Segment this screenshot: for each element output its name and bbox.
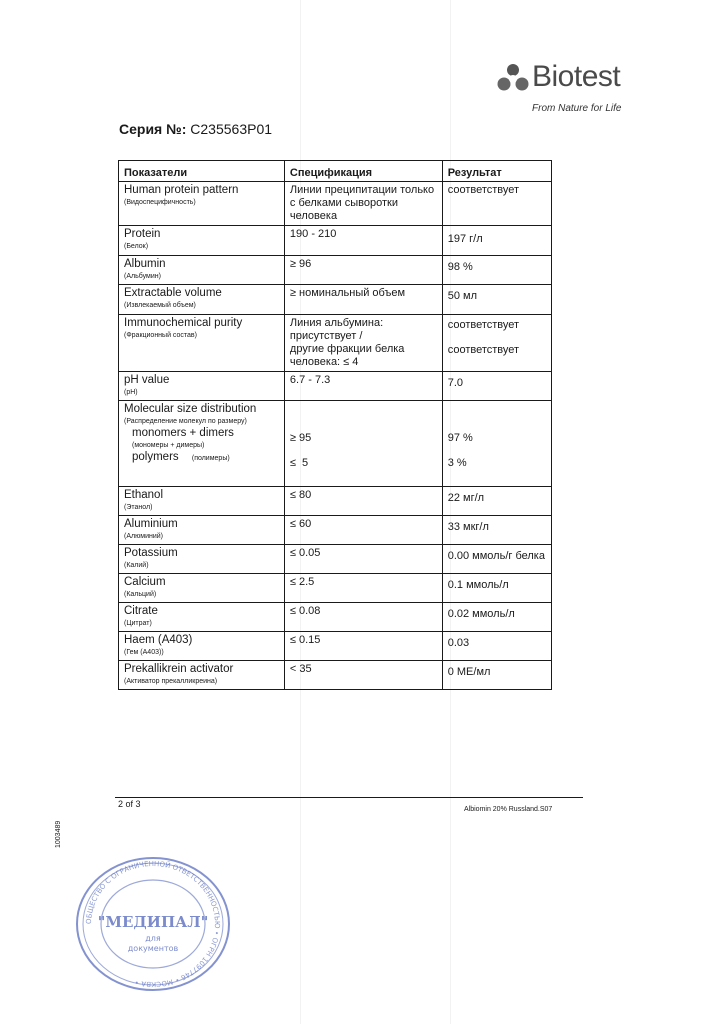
result-value: соответствует [447, 319, 520, 331]
spec-cell [284, 315, 442, 372]
result-value: 0.1 ммоль/л [447, 579, 509, 591]
indicator-ru: (Видоспецифичность) [124, 199, 196, 206]
result-value: 3 % [447, 457, 467, 469]
spec-line: ≥ 95 [289, 432, 312, 444]
table-row [119, 182, 552, 226]
result-value: соответствует [447, 344, 520, 356]
result-value: 0 МЕ/мл [447, 666, 491, 678]
result-cell [442, 372, 551, 401]
result-cell [442, 182, 551, 226]
spec-cell [284, 545, 442, 574]
result-cell [442, 516, 551, 545]
indicator-ru: (Извлекаемый объем) [124, 302, 196, 309]
svg-text:для: для [145, 934, 161, 943]
spec-line: Линии преципитации только [289, 184, 435, 196]
indicator-cell [119, 487, 285, 516]
indicator-en: Citrate [124, 605, 158, 617]
result-value: 50 мл [447, 290, 477, 302]
table-row [119, 574, 552, 603]
table-row [119, 603, 552, 632]
document-reference: Albiomin 20% Russland.S07 [464, 806, 553, 813]
indicator-cell [119, 226, 285, 256]
result-value: 98 % [447, 261, 473, 273]
indicator-ru: (Активатор прекалликреина) [124, 678, 218, 685]
series-label: Серия №: [119, 121, 187, 137]
spec-cell [284, 487, 442, 516]
spec-line: присутствует / [289, 330, 363, 342]
result-cell [442, 632, 551, 661]
indicator-cell [119, 545, 285, 574]
table-row [119, 372, 552, 401]
result-value: соответствует [447, 184, 520, 196]
spec-cell [284, 372, 442, 401]
indicator-cell [119, 182, 285, 226]
indicator-en: Haem (A403) [124, 634, 193, 646]
spec-cell [284, 401, 442, 487]
indicator-en: Potassium [124, 547, 178, 559]
spec-line: ≤ 80 [289, 489, 312, 501]
spec-line: человека [289, 210, 338, 222]
spec-line: Линия альбумина: [289, 317, 384, 329]
header-specification: Спецификация [284, 161, 442, 182]
table-row [119, 545, 552, 574]
spec-line: ≤ 0.15 [289, 634, 321, 646]
spec-line: ≥ 96 [289, 258, 312, 270]
indicator-en: monomers + dimers [132, 427, 234, 439]
spec-line: ≤ 5 [289, 457, 309, 469]
result-cell [442, 226, 551, 256]
spec-cell [284, 226, 442, 256]
spec-cell [284, 603, 442, 632]
spec-line: 190 - 210 [289, 228, 337, 240]
indicator-en: Calcium [124, 576, 166, 588]
result-cell [442, 315, 551, 372]
table-row [119, 516, 552, 545]
result-value: 0.03 [447, 637, 470, 649]
table-row [119, 285, 552, 315]
spec-cell [284, 285, 442, 315]
indicator-en: Immunochemical purity [124, 317, 243, 329]
result-value: 7.0 [447, 377, 464, 389]
indicator-ru: (Альбумин) [124, 273, 161, 280]
company-stamp [72, 855, 234, 993]
indicator-cell [119, 372, 285, 401]
spec-line: ≤ 60 [289, 518, 312, 530]
indicator-ru: (Распределение молекул по размеру) [124, 418, 247, 425]
brand-tagline: From Nature for Life [532, 103, 622, 114]
indicator-en: Prekallikrein activator [124, 663, 234, 675]
spec-line: человека: ≤ 4 [289, 356, 359, 368]
result-cell [442, 603, 551, 632]
table-row [119, 632, 552, 661]
indicator-ru: (Белок) [124, 243, 149, 250]
indicator-ru: (Фракционный состав) [124, 332, 197, 339]
indicator-en: pH value [124, 374, 170, 386]
page-number: 2 of 3 [118, 799, 141, 809]
specification-table [118, 160, 552, 690]
indicator-cell [119, 603, 285, 632]
indicator-ru: (Этанол) [124, 504, 153, 511]
indicator-ru: (Цитрат) [124, 620, 152, 627]
biotest-logo [496, 60, 622, 120]
table-header-row [119, 161, 552, 182]
result-value: 197 г/л [447, 233, 483, 245]
table-row [119, 226, 552, 256]
result-value: 97 % [447, 432, 473, 444]
result-cell [442, 574, 551, 603]
spec-cell [284, 516, 442, 545]
series-value: C235563P01 [190, 121, 273, 137]
series-number [119, 121, 272, 137]
spec-line: 6.7 - 7.3 [289, 374, 331, 386]
result-value: 0.00 ммоль/г белка [447, 550, 545, 562]
spec-cell [284, 256, 442, 285]
result-cell [442, 545, 551, 574]
spec-line: ≤ 2.5 [289, 576, 315, 588]
indicator-cell [119, 401, 285, 487]
indicator-en-inline [132, 451, 279, 464]
spec-line: ≥ номинальный объем [289, 287, 406, 299]
indicator-ru: (pH) [124, 389, 138, 396]
indicator-en: Aluminium [124, 518, 178, 530]
indicator-cell [119, 315, 285, 372]
result-cell [442, 285, 551, 315]
spec-line: с белками сыворотки [289, 197, 398, 209]
header-result: Результат [442, 161, 551, 182]
indicator-en: Albumin [124, 258, 166, 270]
brand-name: Biotest [532, 60, 621, 93]
svg-text:"МЕДИПАЛ": "МЕДИПАЛ" [97, 913, 209, 931]
indicator-ru: (Гем (А403)) [124, 649, 164, 656]
indicator-ru: (Алюминий) [124, 533, 163, 540]
table-row [119, 487, 552, 516]
header-indicator: Показатели [119, 161, 285, 182]
svg-text:ОБЩЕСТВО С ОГРАНИЧЕННОЙ ОТВЕТС: ОБЩЕСТВО С ОГРАНИЧЕННОЙ ОТВЕТСТВЕННОСТЬЮ • ОГРН 1097746 • МОСКВА • [84, 859, 222, 989]
sub-indicator [124, 427, 279, 464]
indicator-cell [119, 256, 285, 285]
indicator-ru: (мономеры + димеры) [132, 442, 205, 449]
indicator-en: Human protein pattern [124, 184, 239, 196]
indicator-ru: (Кальций) [124, 591, 157, 598]
indicator-en: Molecular size distribution [124, 403, 257, 415]
indicator-en: Protein [124, 228, 161, 240]
table-row [119, 661, 552, 690]
indicator-en: Ethanol [124, 489, 164, 501]
table-row [119, 315, 552, 372]
biotest-molecule-icon [496, 62, 530, 94]
spec-line: < 35 [289, 663, 312, 675]
result-cell [442, 487, 551, 516]
indicator-cell [119, 285, 285, 315]
indicator-cell [119, 661, 285, 690]
footer-divider [115, 797, 583, 798]
spec-line: другие фракции белка [289, 343, 405, 355]
spec-cell [284, 661, 442, 690]
indicator-ru: (Калий) [124, 562, 149, 569]
indicator-ru: (полимеры) [191, 455, 230, 462]
result-value: 22 мг/л [447, 492, 485, 504]
indicator-cell [119, 516, 285, 545]
spec-cell [284, 574, 442, 603]
spec-cell [284, 632, 442, 661]
indicator-cell [119, 574, 285, 603]
spec-line: ≤ 0.08 [289, 605, 321, 617]
result-value: 33 мкг/л [447, 521, 489, 533]
result-cell [442, 401, 551, 487]
svg-text:документов: документов [127, 944, 179, 953]
indicator-cell [119, 632, 285, 661]
indicator-en: polymers [132, 451, 179, 463]
table-row [119, 401, 552, 487]
result-cell [442, 661, 551, 690]
result-cell [442, 256, 551, 285]
spec-cell [284, 182, 442, 226]
table-row [119, 256, 552, 285]
side-code: 1003489 [55, 820, 62, 848]
indicator-en: Extractable volume [124, 287, 222, 299]
spec-line: ≤ 0.05 [289, 547, 321, 559]
result-value: 0.02 ммоль/л [447, 608, 515, 620]
